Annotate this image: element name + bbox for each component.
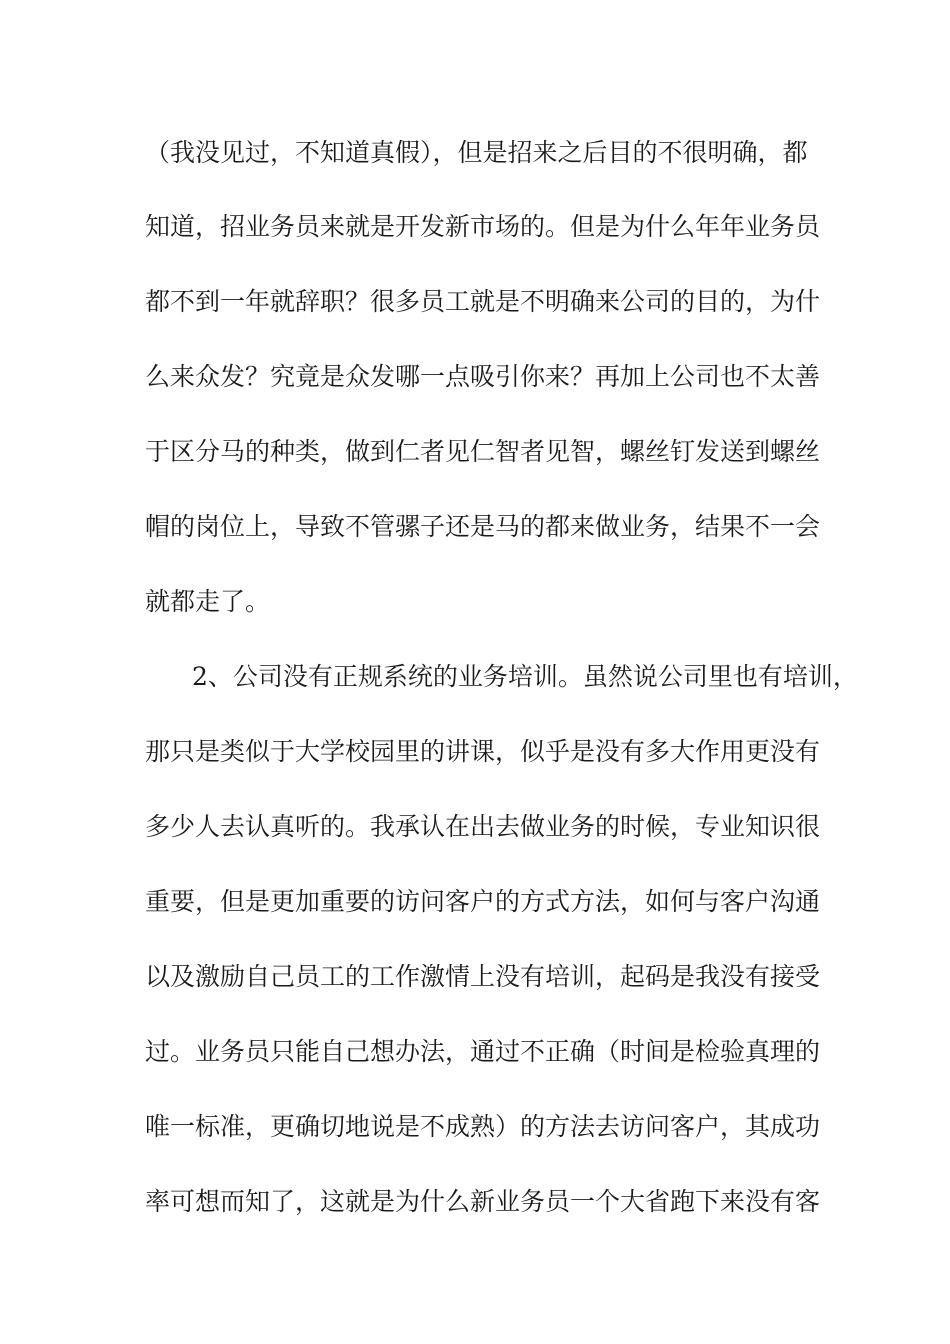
paragraph-start-line: 2、公司没有正规系统的业务培训。虽然说公司里也有培训，	[192, 662, 858, 691]
text-line: （我没见过，不知道真假），但是招来之后目的不很明确，都	[145, 138, 808, 167]
text-line: 过。业务员只能自己想办法，通过不正确（时间是检验真理的	[145, 1037, 821, 1066]
text-line: 唯一标准，更确切地说是不成熟）的方法去访问客户，其成功	[145, 1112, 821, 1141]
text-line: 么来众发？究竟是众发哪一点吸引你来？再加上公司也不太善	[145, 362, 821, 391]
text-line: 于区分马的种类，做到仁者见仁智者见智，螺丝钉发送到螺丝	[145, 437, 821, 466]
text-line: 以及激励自己员工的工作激情上没有培训，起码是我没有接受	[145, 962, 821, 991]
text-line: 多少人去认真听的。我承认在出去做业务的时候，专业知识很	[145, 812, 821, 841]
text-line: 就都走了。	[145, 587, 271, 616]
text-line: 都不到一年就辞职？很多员工就是不明确来公司的目的，为什	[145, 287, 821, 316]
text-line: 率可想而知了，这就是为什么新业务员一个大省跑下来没有客	[145, 1187, 821, 1216]
text-line: 那只是类似于大学校园里的讲课，似乎是没有多大作用更没有	[145, 737, 821, 766]
text-line: 重要，但是更加重要的访问客户的方式方法，如何与客户沟通	[145, 887, 821, 916]
text-line: 知道，招业务员来就是开发新市场的。但是为什么年年业务员	[145, 212, 821, 241]
text-line: 帽的岗位上，导致不管骡子还是马的都来做业务，结果不一会	[145, 512, 821, 541]
